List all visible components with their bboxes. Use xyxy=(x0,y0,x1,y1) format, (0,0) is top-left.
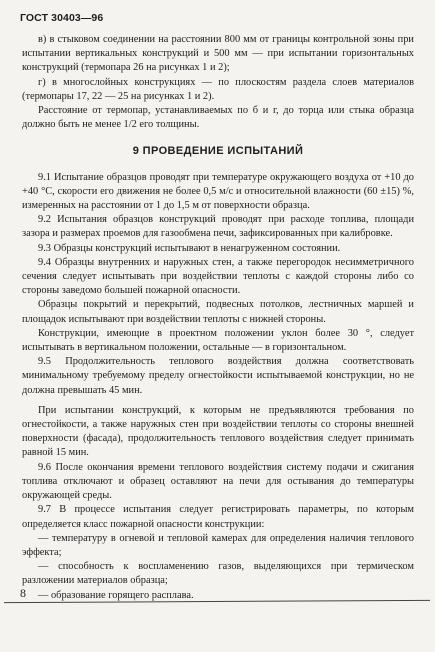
paragraph-9-1: 9.1 Испытание образцов проводят при температуре окружающего воздуха от +10 до +40 °С, скорости его движения не более 0,5 м/с и относительной влажности (60 ±15) %, измеренных на расстоянии от 1 до 1,5 м от поверхности образца. xyxy=(22,171,414,212)
list-item-melt: — образование горящего расплава. xyxy=(38,589,194,601)
paragraph-9-5-b: При испытании конструкций, к которым не предъявляются требования по огнестойкости, а также наружных стен при воздействии теплоты со стороны внешней поверхности (фасада), продолжительность теплового воздействия следует принимать равной 15 мин. xyxy=(22,404,414,459)
paragraph-distance: Расстояние от термопар, устанавливаемых по б и г, до торца или стыка образца должно быть не менее 1/2 его толщины. xyxy=(22,105,414,131)
paragraph-9-7: 9.7 В процессе испытания следует регистрировать параметры, по которым определяется класс пожарной опасности конструкции: xyxy=(22,504,414,530)
list-item-ignition: — способность к воспламенению газов, выделяющихся при термическом разложении материалов образца; xyxy=(22,561,414,587)
page-number: 8 xyxy=(20,586,26,600)
paragraph-9-6: 9.6 После окончания времени теплового воздействия систему подачи и сжигания топлива отключают и образец оставляют на печи для остывания до температуры окружающей среды. xyxy=(22,461,414,502)
section-title: 9 ПРОВЕДЕНИЕ ИСПЫТАНИЙ xyxy=(132,145,304,158)
paragraph-9-2: 9.2 Испытания образцов конструкций проводят при расходе топлива, площади зазора и размерах проемов для газообмена печи, зафиксированных при калибровке. xyxy=(22,214,414,240)
page-body xyxy=(22,33,414,603)
paragraph-9-4: 9.4 Образцы внутренних и наружных стен, а также перегородок несимметричного сечения следует испытывать при воздействии теплоты с каждой стороны либо со стороны заведомо большей пожарной опасности. xyxy=(22,256,414,297)
paragraph-9-4-b: Образцы покрытий и перекрытий, подвесных потолков, лестничных маршей и площадок испытывают при воздействии теплоты с нижней стороны. xyxy=(22,299,414,325)
paragraph-g: г) в многослойных конструкциях — по плоскостям раздела слоев материалов (термопары 17, 22 — 25 на рисунках 1 и 2). xyxy=(22,76,414,102)
paragraph-9-5: 9.5 Продолжительность теплового воздействия должна соответствовать минимальному требуемому пределу огнестойкости испытываемой конструкции, но не должна превышать 45 мин. xyxy=(22,356,414,396)
paragraph-9-3: 9.3 Образцы конструкций испытывают в ненагруженном состоянии. xyxy=(38,242,341,254)
running-header: ГОСТ 30403—96 xyxy=(20,12,104,24)
paragraph-9-4-c: Конструкции, имеющие в проектном положении уклон более 30 °, следует испытывать в вертикальном положении, остальные — в горизонтальном. xyxy=(22,327,414,354)
paragraph-v: в) в стыковом соединении на расстоянии 800 мм от границы контрольной зоны при испытании вертикальных конструкций и 500 мм — при испытании горизонтальных конструкций (термопара 26 на рисунках 1 и 2); xyxy=(22,34,414,74)
list-item-temperature: — температуру в огневой и тепловой камерах для определения наличия теплового эффекта; xyxy=(22,532,414,558)
